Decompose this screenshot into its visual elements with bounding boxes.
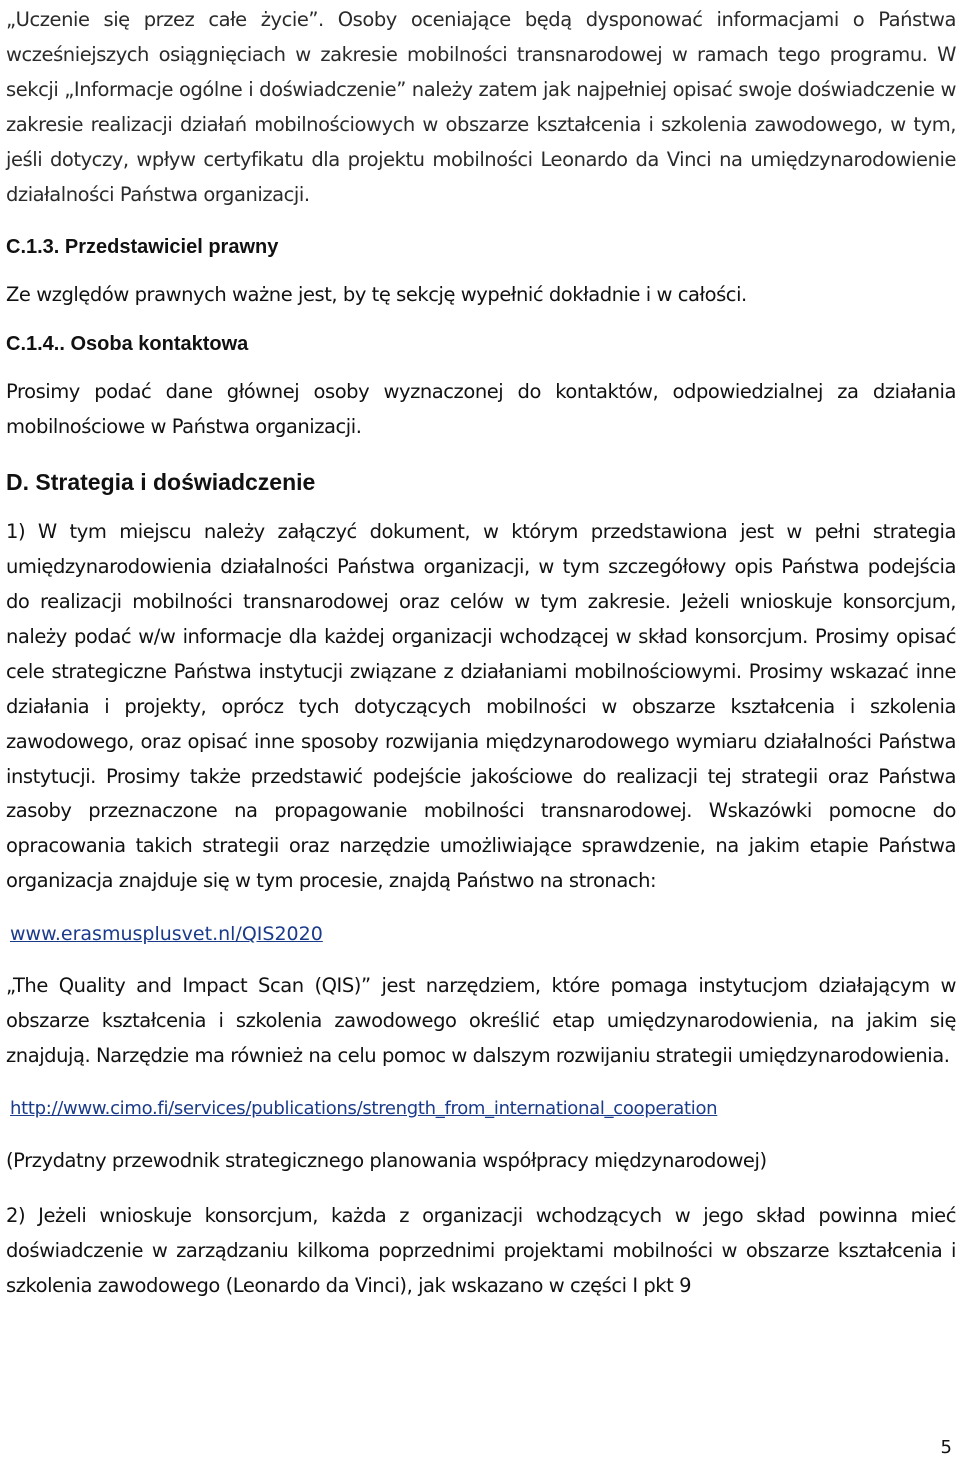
- qis-description: „The Quality and Impact Scan (QIS)” jest narzędziem, które pomaga instytucjom działającym w obszarze kształcenia i szkolenia zawodowego określić etap umiędzynarodowienia, na jakim się znajdują. Narzędzie ma również na celu pomoc w dalszym rozwijaniu strategii umiędzynarodowienia.: [6, 974, 956, 1067]
- section-c13-heading: C.1.3. Przedstawiciel prawny: [6, 236, 279, 259]
- intro-paragraph: „Uczenie się przez całe życie”. Osoby oceniające będą dysponować informacjami o Państwa wcześniejszych osiągnięciach w zakresie mobilności transnarodowej w ramach tego programu. W sekcji „Informacje ogólne i doświadczenie” należy zatem jak najpełniej opisać swoje doświadczenie w zakresie realizacji działań mobilnościowych w obszarze kształcenia i szkolenia zawodowego, w tym, jeśli dotyczy, wpływ certyfikatu dla projektu mobilności Leonardo da Vinci na umiędzynarodowienie działalności Państwa organizacji.: [6, 8, 956, 206]
- section-c13-text: Ze względów prawnych ważne jest, by tę sekcję wypełnić dokładnie i w całości.: [6, 283, 747, 307]
- section-c14-text: Prosimy podać dane głównej osoby wyznaczonej do kontaktów, odpowiedzialnej za działania mobilnościowe w Państwa organizacji.: [6, 380, 956, 439]
- document-page: [6, 0, 956, 1303]
- guide-note: (Przydatny przewodnik strategicznego planowania współpracy międzynarodowej): [6, 1148, 767, 1172]
- section-d-paragraph-2: 2) Jeżeli wnioskuje konsorcjum, każda z organizacji wchodzących w jego skład powinna mieć doświadczenie w zarządzaniu kilkoma poprzednimi projektami mobilności w obszarze kształcenia i szkolenia zawodowego (Leonardo da Vinci), jak wskazano w części I pkt 9: [6, 1203, 956, 1297]
- cimo-link[interactable]: http://www.cimo.fi/services/publications/strength_from_international_cooperation: [10, 1097, 718, 1119]
- qis-link[interactable]: www.erasmusplusvet.nl/QIS2020: [10, 923, 323, 946]
- section-c14-heading: C.1.4.. Osoba kontaktowa: [6, 333, 249, 356]
- page-number: 5: [940, 1437, 952, 1458]
- section-d-heading: D. Strategia i doświadczenie: [6, 469, 316, 496]
- section-d-paragraph-1: 1) W tym miejscu należy załączyć dokument, w którym przedstawiona jest w pełni strategia umiędzynarodowienia działalności Państwa organizacji, w tym szczegółowy opis Państwa podejścia do realizacji mobilności transnarodowej oraz celów w tym zakresie. Jeżeli wnioskuje konsorcjum, należy podać w/w informacje dla każdej organizacji wchodzącej w skład konsorcjum. Prosimy opisać cele strategiczne Państwa instytucji związane z działaniami mobilnościowymi. Prosimy wskazać inne działania i projekty, oprócz tych dotyczących mobilności w obszarze kształcenia i szkolenia zawodowego, oraz opisać inne sposoby rozwijania międzynarodowego wymiaru działalności Państwa instytucji. Prosimy także przedstawić podejście jakościowe do realizacji tej strategii oraz Państwa zasoby przeznaczone na propagowanie mobilności transnarodowej. Wskazówki pomocne do opracowania takich strategii oraz narzędzie umożliwiające sprawdzenie, na jakim etapie Państwa organizacja znajduje się w tym procesie, znajdą Państwo na stronach:: [6, 520, 956, 893]
